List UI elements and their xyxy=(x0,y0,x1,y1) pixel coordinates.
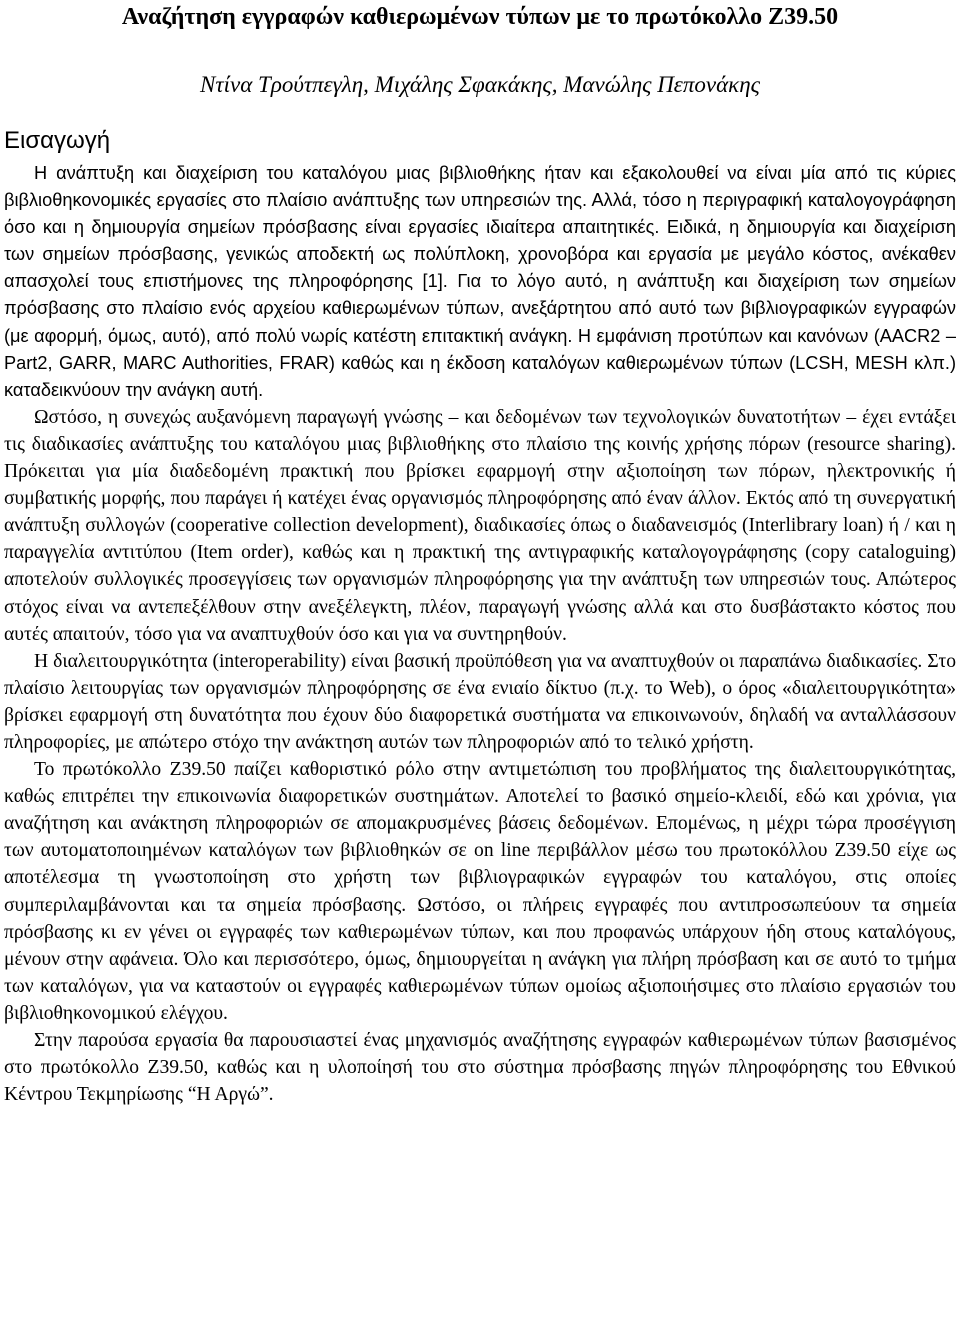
paragraph-1: Η ανάπτυξη και διαχείριση του καταλόγου μιας βιβλιοθήκης ήταν και εξακολουθεί να είναι μία από τις κύριες βιβλιοθηκονομικές εργασίες στο πλαίσιο ανάπτυξης των υπηρεσιών της. Αλλά, τόσο η περιγραφική καταλογογράφηση όσο και η δημιουργία σημείων πρόσβασης είναι εργασίες ιδιαίτερα απαιτητικές. Ειδικά, η δημιουργία και διαχείριση των σημείων πρόσβασης, γενικώς αποδεκτή ως πολύπλοκη, χρονοβόρα και εργασία με μεγάλο κόστος, ανέκαθεν απασχολεί τους επιστήμονες της πληροφόρησης [1]. Για το λόγο αυτό, η ανάπτυξη και διαχείριση των σημείων πρόσβασης στο πλαίσιο ενός αρχείου καθιερωμένων τύπων, ανεξάρτητου από αυτό των βιβλιογραφικών εγγραφών (με αφορμή, όμως, αυτό), από πολύ νωρίς κατέστη επιτακτική ανάγκη. Η εμφάνιση προτύπων και κανόνων (AACR2 – Part2, GARR, MARC Authorities, FRAR) καθώς και η έκδοση καταλόγων καθιερωμένων τύπων (LCSH, MESH κλπ.) καταδεικνύουν την ανάγκη αυτή. xyxy=(4,163,956,400)
paper-title: Αναζήτηση εγγραφών καθιερωμένων τύπων με το πρωτόκολλο Z39.50 xyxy=(121,4,839,30)
paragraph-2: Ωστόσο, η συνεχώς αυξανόμενη παραγωγή γνώσης – και δεδομένων των τεχνολογικών δυνατοτήτων – έχει εντάξει τις διαδικασίες ανάπτυξης του καταλόγου μιας βιβλιοθήκης στο πλαίσιο της κοινής χρήσης πόρων (resource sharing). Πρόκειται για μία διαδεδομένη πρακτική που βρίσκει εφαρμογή στην αξιοποίηση των πόρων, ηλεκτρονικής ή συμβατικής μορφής, που παράγει ή κατέχει ένας οργανισμός πληροφόρησης από έναν άλλον. Εκτός από τη συνεργατική ανάπτυξη συλλογών (cooperative collection development), διαδικασίες όπως ο διαδανεισμός (Interlibrary loan) ή / και η παραγγελία αντιτύπου (Item order), καθώς και η πρακτική της αντιγραφικής καταλογογράφησης (copy cataloguing) αποτελούν συλλογικές προσεγγίσεις των οργανισμών πληροφόρησης για την ανάπτυξη των υπηρεσιών τους. Απώτερος στόχος είναι να αντεπεξέλθουν στην ανεξέλεγκτη, πλέον, παραγωγή γνώσης αλλά και στο δυσβάστακτο κόστος που αυτές απαιτούν, τόσο για να αναπτυχθούν όσο και για να συντηρηθούν. xyxy=(4,406,956,645)
paragraph-5: Στην παρούσα εργασία θα παρουσιαστεί ένας μηχανισμός αναζήτησης εγγραφών καθιερωμένων τύπων βασισμένος στο πρωτόκολλο Z39.50, καθώς και η υλοποίησή του στο σύστημα πρόσβασης πηγών πληροφόρησης του Εθνικού Κέντρου Τεκμηρίωσης “Η Αργώ”. xyxy=(4,1030,956,1106)
paragraph-3: Η διαλειτουργικότητα (interoperability) είναι βασική προϋπόθεση για να αναπτυχθούν οι παραπάνω διαδικασίες. Στο πλαίσιο λειτουργίας των οργανισμών πληροφόρησης σε ένα ενιαίο δίκτυο (π.χ. το Web), ο όρος «διαλειτουργικότητα» βρίσκει εφαρμογή στη δυνατότητα που έχουν δύο διαφορετικά συστήματα να επικοινωνούν, δηλαδή να ανταλλάσσουν πληροφορίες, με απώτερο στόχο την ανάκτηση αυτών των πληροφοριών από το τελικό χρήστη. xyxy=(4,650,956,753)
section-heading-introduction: Εισαγωγή xyxy=(4,127,111,154)
author-list: Ντίνα Τρούτπεγλη, Μιχάλης Σφακάκης, Μανώλης Πεπονάκης xyxy=(200,72,760,97)
paragraph-4: Το πρωτόκολλο Z39.50 παίζει καθοριστικό ρόλο στην αντιμετώπιση του προβλήματος της διαλειτουργικότητας, καθώς επιτρέπει την επικοινωνία διαφορετικών συστημάτων. Αποτελεί το βασικό σημείο-κλειδί, εδώ και χρόνια, για αναζήτηση και ανάκτηση πληροφοριών σε απομακρυσμένες βάσεις δεδομένων. Επομένως, η μέχρι τώρα προσέγγιση των αυτοματοποιημένων καταλόγων των βιβλιοθηκών σε on line περιβάλλον μέσω του πρωτοκόλλου Z39.50 είχε ως αποτέλεσμα τη γνωστοποίηση στο χρήστη των βιβλιογραφικών εγγραφών του καταλόγου, στις οποίες συμπεριλαμβάνονται και τα σημεία πρόσβασης. Ωστόσο, οι πλήρεις εγγραφές που αντιπροσωπεύουν τα σημεία πρόσβασης κι εν γένει οι εγγραφές των καθιερωμένων τύπων, και που προφανώς υπάρχουν ήδη στους καταλόγους, μένουν στην αφάνεια. Όλο και περισσότερο, όμως, δημιουργείται η ανάγκη για πλήρη πρόσβαση και σε αυτό το τμήμα των καταλόγων, για να καταστούν οι εγγραφές καθιερωμένων τύπων ομοίως αξιοποιήσιμες στο πλαίσιο εργασιών του βιβλιοθηκονομικού ελέγχου. xyxy=(4,759,956,1024)
